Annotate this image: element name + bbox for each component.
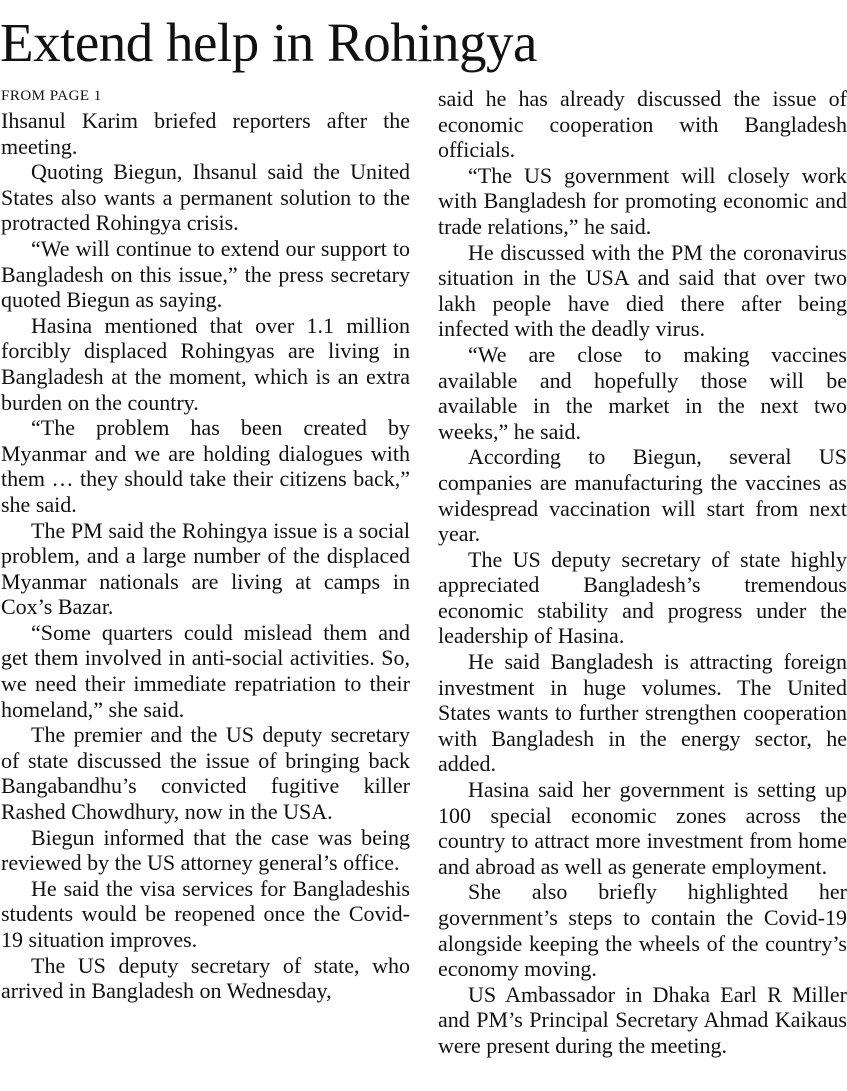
paragraph: The US deputy secretary of state highly appreciated Bangladesh’s tremendous economic stability and progress under the leadership of Hasina. [438,546,847,649]
paragraph: He said the visa services for Bangladeshis students would be reopened once the Covid-19 situation improves. [1,875,410,952]
paragraph: Hasina mentioned that over 1.1 million forcibly displaced Rohingyas are living in Bangladesh at the moment, which is an extra burden on the country. [1,312,410,415]
paragraph: He discussed with the PM the coronavirus situation in the USA and said that over two lakh people have died there after being infected with the deadly virus. [438,239,847,342]
paragraph: Quoting Biegun, Ihsanul said the United States also wants a permanent solution to the protracted Rohingya crisis. [1,159,410,236]
paragraph: Hasina said her government is setting up 100 special economic zones across the country to attract more investment from home and abroad as well as generate employment. [438,777,847,879]
paragraph: The PM said the Rohingya issue is a social problem, and a large number of the displaced Myanmar nationals are living at camps in Cox’s Bazar. [1,517,410,620]
paragraph: He said Bangladesh is attracting foreign investment in huge volumes. The United States wants to further strengthen cooperation with Bangladesh in the energy sector, he added. [438,649,847,777]
paragraph: “We will continue to extend our support to Bangladesh on this issue,” the press secretary quoted Biegun as saying. [1,235,410,313]
paragraph: “Some quarters could mislead them and get them involved in anti-social activities. So, we need their immediate repatriation to their homeland,” she said. [1,619,410,722]
right-column [438,86,847,1059]
paragraph: The premier and the US deputy secretary of state discussed the issue of bringing back Bangabandhu’s convicted fugitive killer Rashed Chowdhury, now in the USA. [1,722,410,825]
paragraph: US Ambassador in Dhaka Earl R Miller and PM’s Principal Secretary Ahmad Kaikaus were present during the meeting. [438,981,847,1058]
headline: Extend help in Rohingya [0,12,537,73]
paragraph: Ihsanul Karim briefed reporters after the meeting. [1,108,410,159]
paragraph: “The US government will closely work with Bangladesh for promoting economic and trade relations,” he said. [438,162,847,239]
paragraph: “We are close to making vaccines available and hopefully those will be available in the market in the next two weeks,” he said. [438,341,847,444]
paragraph: Biegun informed that the case was being reviewed by the US attorney general’s office. [1,824,410,876]
paragraph: She also briefly highlighted her government’s steps to contain the Covid-19 alongside keeping the wheels of the country’s economy moving. [438,879,847,982]
paragraph: “The problem has been created by Myanmar and we are holding dialogues with them … they should take their citizens back,” she said. [1,415,410,517]
continuation-kicker: FROM PAGE 1 [1,88,102,104]
left-column [1,86,410,1004]
paragraph: said he has already discussed the issue of economic cooperation with Bangladesh officials. [438,86,847,163]
paragraph: According to Biegun, several US companies are manufacturing the vaccines as widespread vaccination will start from next year. [438,444,847,547]
paragraph: The US deputy secretary of state, who arrived in Bangladesh on Wednesday, [1,952,410,1004]
